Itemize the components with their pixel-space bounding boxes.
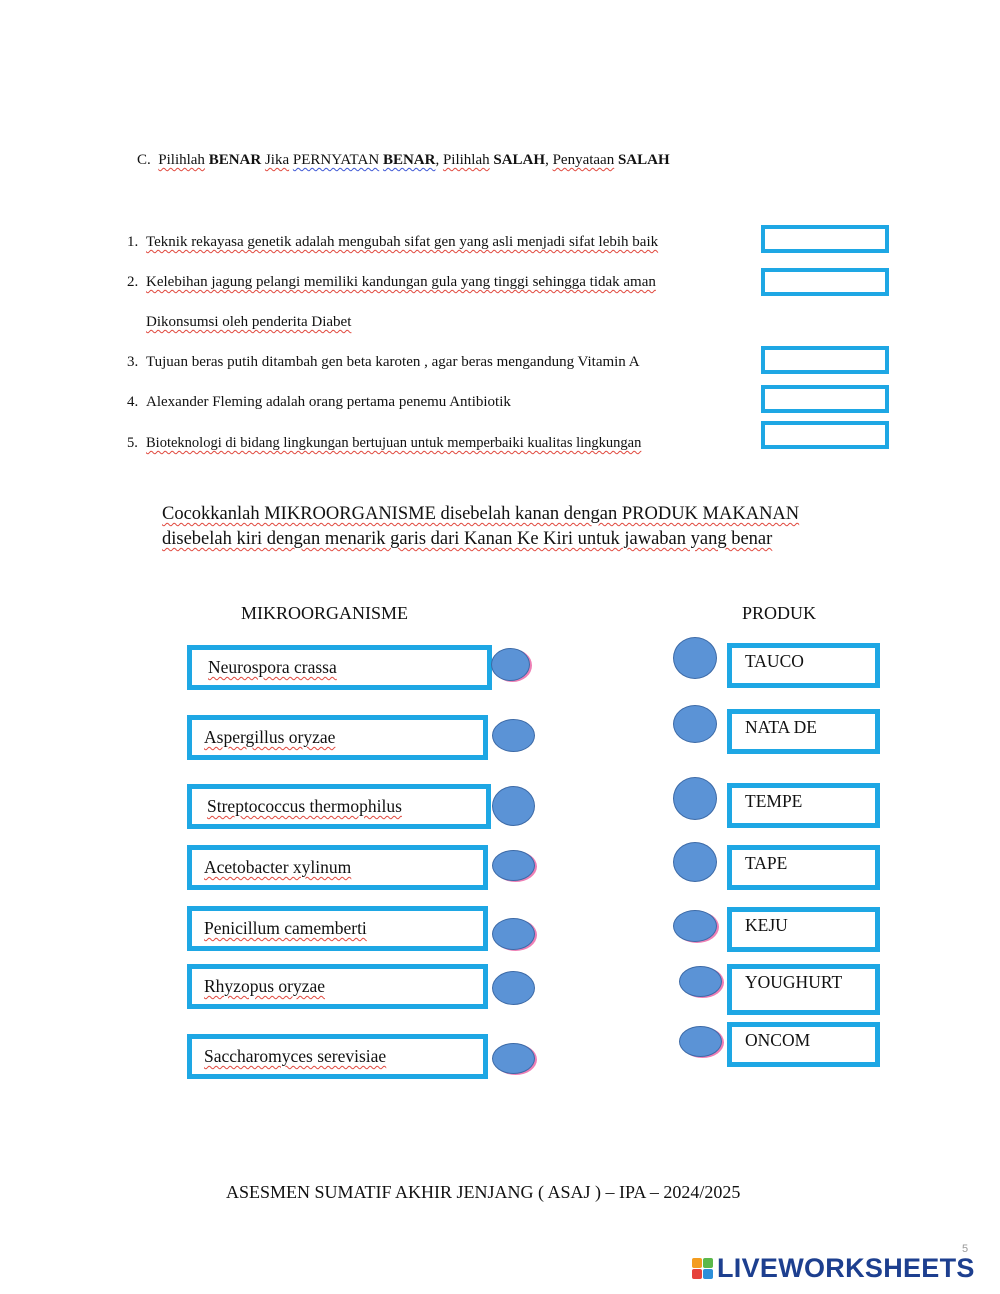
- microorganism-label: Saccharomyces serevisiae: [204, 1046, 387, 1066]
- question-5: [127, 435, 641, 452]
- microorganism-item: [187, 906, 488, 951]
- answer-box-4[interactable]: [761, 385, 889, 413]
- left-connector-dot[interactable]: [492, 1043, 535, 1074]
- question-4: [127, 394, 511, 411]
- question-text: Tujuan beras putih ditambah gen beta karoten , agar beras mengandung Vitamin A: [146, 354, 640, 370]
- right-connector-dot[interactable]: [673, 842, 717, 882]
- product-item: [727, 783, 880, 828]
- question-text: Alexander Fleming adalah orang pertama penemu Antibiotik: [146, 394, 511, 410]
- product-label: TAPE: [745, 853, 788, 873]
- product-item: [727, 1022, 880, 1067]
- product-label: TAUCO: [745, 651, 804, 671]
- product-item: [727, 907, 880, 952]
- question-number: 2.: [127, 274, 139, 290]
- microorganism-item: [187, 784, 491, 829]
- heading-word: ,: [435, 152, 440, 168]
- answer-box-1[interactable]: [761, 225, 889, 253]
- product-label: ONCOM: [745, 1030, 811, 1050]
- heading-word: BENAR: [208, 152, 262, 168]
- microorganism-item: [187, 715, 488, 760]
- exam-footer: ASESMEN SUMATIF AKHIR JENJANG ( ASAJ ) – IPA – 2024/2025: [226, 1182, 741, 1202]
- right-connector-dot[interactable]: [673, 705, 717, 743]
- heading-word: Pilihlah: [158, 152, 205, 168]
- microorganism-label: Aspergillus oryzae: [204, 727, 336, 747]
- heading-word: PERNYATAN: [292, 152, 380, 168]
- question-2: [127, 274, 656, 291]
- microorganism-item: [187, 964, 488, 1009]
- product-label: TEMPE: [745, 791, 803, 811]
- question-number: 1.: [127, 234, 139, 250]
- product-header: PRODUK: [742, 603, 817, 623]
- section-c-heading: [137, 152, 670, 169]
- product-label: KEJU: [745, 915, 788, 935]
- microorganism-item: [187, 645, 492, 690]
- microorganism-label: Penicillum camemberti: [204, 918, 367, 938]
- heading-word: Penyataan: [552, 152, 615, 168]
- liveworksheets-logo[interactable]: [692, 1253, 975, 1284]
- question-text: Bioteknologi di bidang lingkungan bertujuan untuk memperbaiki kualitas lingkungan: [146, 435, 642, 451]
- question-3: [127, 354, 640, 371]
- right-connector-dot[interactable]: [673, 637, 717, 679]
- question-1: [127, 234, 658, 251]
- answer-box-5[interactable]: [761, 421, 889, 449]
- question-text: Kelebihan jagung pelangi memiliki kandungan gula yang tinggi sehingga tidak aman: [146, 274, 656, 290]
- question-text: Teknik rekayasa genetik adalah mengubah sifat gen yang asli menjadi sifat lebih baik: [146, 234, 659, 250]
- microorganism-item: [187, 845, 488, 890]
- product-label: YOUGHURT: [745, 972, 843, 992]
- left-connector-dot[interactable]: [492, 786, 535, 826]
- question-2-continuation: [146, 314, 351, 331]
- right-connector-dot[interactable]: [673, 910, 717, 942]
- left-connector-dot[interactable]: [491, 648, 530, 681]
- microorganism-label: Neurospora crassa: [208, 657, 337, 677]
- microorganism-header: MIKROORGANISME: [241, 603, 409, 623]
- right-connector-dot[interactable]: [673, 777, 717, 820]
- question-number: 4.: [127, 394, 139, 410]
- heading-word: BENAR: [382, 152, 436, 168]
- right-connector-dot[interactable]: [679, 1026, 722, 1057]
- product-item: [727, 643, 880, 688]
- microorganism-label: Rhyzopus oryzae: [204, 976, 326, 996]
- heading-word: ,: [545, 152, 549, 168]
- question-number: 3.: [127, 354, 139, 370]
- section-letter: C.: [137, 152, 151, 168]
- product-item: [727, 964, 880, 1015]
- instruction-line: disebelah kiri dengan menarik garis dari Kanan Ke Kiri untuk jawaban yang benar: [162, 529, 773, 549]
- microorganism-label: Acetobacter xylinum: [204, 857, 352, 877]
- right-connector-dot[interactable]: [679, 966, 722, 997]
- matching-instruction: [162, 502, 799, 552]
- heading-word: SALAH: [617, 152, 670, 168]
- heading-word: SALAH: [493, 152, 546, 168]
- liveworksheets-mark-icon: [692, 1258, 713, 1279]
- product-item: [727, 845, 880, 890]
- left-connector-dot[interactable]: [492, 850, 535, 881]
- answer-box-3[interactable]: [761, 346, 889, 374]
- page-number: 5: [962, 1243, 969, 1255]
- question-text: Dikonsumsi oleh penderita Diabet: [146, 314, 352, 330]
- instruction-line: Cocokkanlah MIKROORGANISME disebelah kanan dengan PRODUK MAKANAN: [162, 504, 800, 524]
- left-connector-dot[interactable]: [492, 971, 535, 1005]
- brand-name: LIVEWORKSHEETS: [717, 1253, 975, 1283]
- product-item: [727, 709, 880, 754]
- heading-word: Pilihlah: [442, 152, 490, 168]
- left-connector-dot[interactable]: [492, 719, 535, 752]
- question-number: 5.: [127, 435, 138, 451]
- microorganism-label: Streptococcus thermophilus: [207, 796, 402, 816]
- product-label: NATA DE: [745, 717, 817, 737]
- left-connector-dot[interactable]: [492, 918, 535, 950]
- answer-box-2[interactable]: [761, 268, 889, 296]
- heading-word: Jika: [264, 152, 290, 168]
- microorganism-item: [187, 1034, 488, 1079]
